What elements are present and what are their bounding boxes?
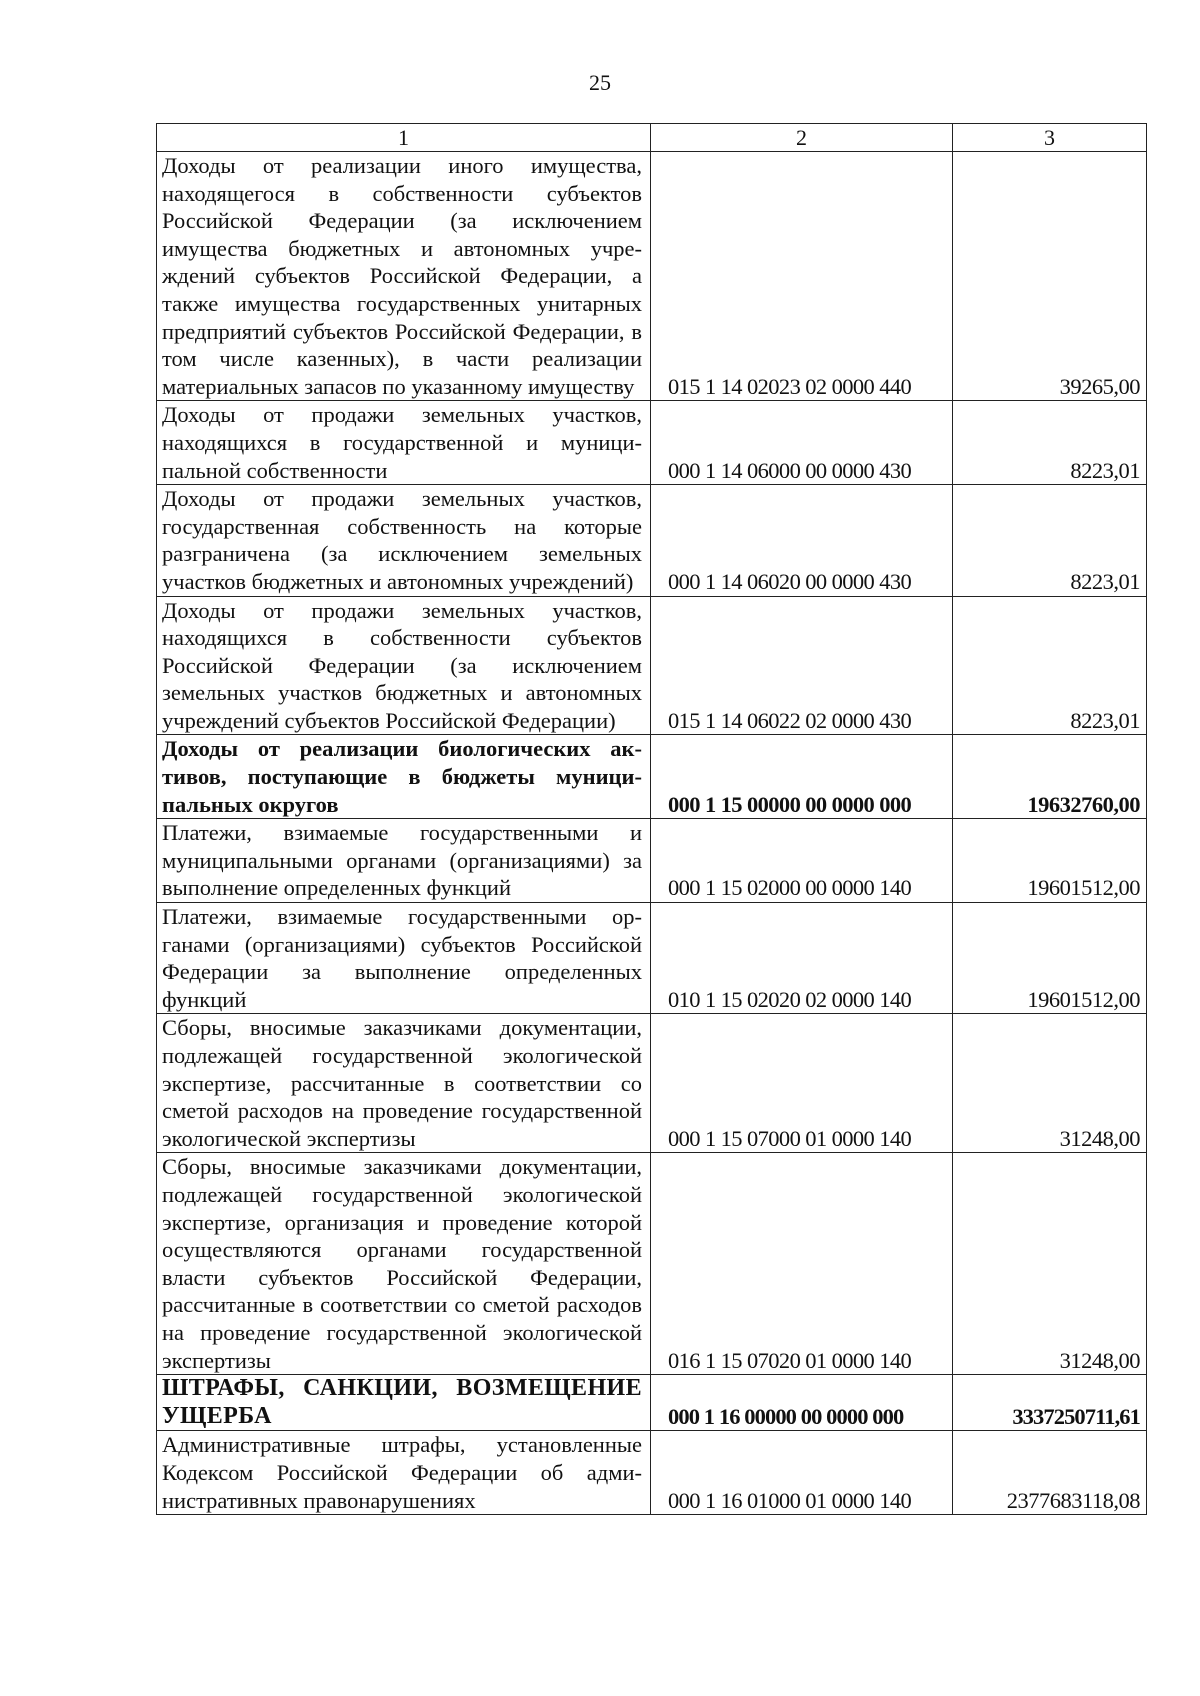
- row-name-cell: Доходы от реализации иного имущества, находящегося в собственности субъектов Российской Федерации (за исключением имущества бюджетных и автономных учреждений субъектов Российской Федерации, а также имущества государственных унитарных предприятий субъектов Российской Федерации, в том числе казенных), в части реализации материальных запасов по указанному имуществу: [157, 152, 651, 401]
- row-name-cell: Платежи, взимаемые государственными органами (организациями) субъектов Российской Федерации за выполнение определенных функций: [157, 903, 651, 1014]
- row-amount-cell: 2377683118,08: [953, 1431, 1147, 1515]
- column-header-name: 1: [157, 124, 651, 152]
- table-row: [157, 1375, 1147, 1431]
- row-amount-cell: 39265,00: [953, 152, 1147, 401]
- row-code-cell: 000 1 14 06000 00 0000 430: [651, 401, 953, 485]
- table-row: [157, 903, 1147, 1014]
- table-header-row: [157, 124, 1147, 152]
- page-number: 25: [589, 70, 611, 95]
- row-code-cell: 000 1 15 07000 01 0000 140: [651, 1014, 953, 1153]
- row-amount-cell: 19632760,00: [953, 735, 1147, 819]
- row-name-cell: Доходы от продажи земельных участков, государственная собственность на которые разграничена (за исключением земельных участков бюджетных и автономных учреждений): [157, 485, 651, 596]
- row-code-cell: 015 1 14 02023 02 0000 440: [651, 152, 953, 401]
- row-name-cell: Доходы от продажи земельных участков, находящихся в государственной и муниципальной собственности: [157, 401, 651, 485]
- row-amount-cell: 8223,01: [953, 401, 1147, 485]
- row-amount-cell: 19601512,00: [953, 819, 1147, 903]
- table-row: [157, 1153, 1147, 1375]
- table-row: [157, 1431, 1147, 1515]
- row-name-cell: Сборы, вносимые заказчиками документации, подлежащей государственной экологической экспертизе, организация и проведение которой осуществляются органами государственной власти субъектов Российской Федерации, рассчитанные в соответствии со сметой расходов на проведение государственной экологической экспертизы: [157, 1153, 651, 1375]
- table-row: [157, 152, 1147, 401]
- row-amount-cell: 19601512,00: [953, 903, 1147, 1014]
- row-name-cell: Сборы, вносимые заказчиками документации, подлежащей государственной экологической экспертизе, рассчитанные в соответствии со сметой расходов на проведение государственной экологической экспертизы: [157, 1014, 651, 1153]
- table-row: [157, 1014, 1147, 1153]
- row-amount-cell: 3337250711,61: [953, 1375, 1147, 1431]
- row-code-cell: 010 1 15 02020 02 0000 140: [651, 903, 953, 1014]
- row-code-cell: 000 1 15 00000 00 0000 000: [651, 735, 953, 819]
- row-code-cell: 000 1 15 02000 00 0000 140: [651, 819, 953, 903]
- row-name-cell: ШТРАФЫ, САНКЦИИ, ВОЗМЕЩЕНИЕ УЩЕРБА: [157, 1375, 651, 1431]
- row-name-cell: Административные штрафы, установленные Кодексом Российской Федерации об административных правонарушениях: [157, 1431, 651, 1515]
- row-name-cell: Доходы от продажи земельных участков, находящихся в собственности субъектов Российской Федерации (за исключением земельных участков бюджетных и автономных учреждений субъектов Российской Федерации): [157, 596, 651, 735]
- row-amount-cell: 8223,01: [953, 485, 1147, 596]
- column-header-amount: 3: [953, 124, 1147, 152]
- revenue-table-body: [157, 124, 1147, 1515]
- revenue-table: [156, 123, 1147, 1515]
- row-amount-cell: 31248,00: [953, 1014, 1147, 1153]
- table-row: [157, 819, 1147, 903]
- row-code-cell: 000 1 14 06020 00 0000 430: [651, 485, 953, 596]
- row-code-cell: 015 1 14 06022 02 0000 430: [651, 596, 953, 735]
- row-name-cell: Доходы от реализации биологических активов, поступающие в бюджеты муниципальных округов: [157, 735, 651, 819]
- column-header-code: 2: [651, 124, 953, 152]
- table-row: [157, 485, 1147, 596]
- row-name-cell: Платежи, взимаемые государственными и муниципальными органами (организациями) за выполнение определенных функций: [157, 819, 651, 903]
- row-code-cell: 000 1 16 00000 00 0000 000: [651, 1375, 953, 1431]
- row-code-cell: 000 1 16 01000 01 0000 140: [651, 1431, 953, 1515]
- row-amount-cell: 8223,01: [953, 596, 1147, 735]
- table-row: [157, 401, 1147, 485]
- table-row: [157, 596, 1147, 735]
- table-row: [157, 735, 1147, 819]
- row-code-cell: 016 1 15 07020 01 0000 140: [651, 1153, 953, 1375]
- row-amount-cell: 31248,00: [953, 1153, 1147, 1375]
